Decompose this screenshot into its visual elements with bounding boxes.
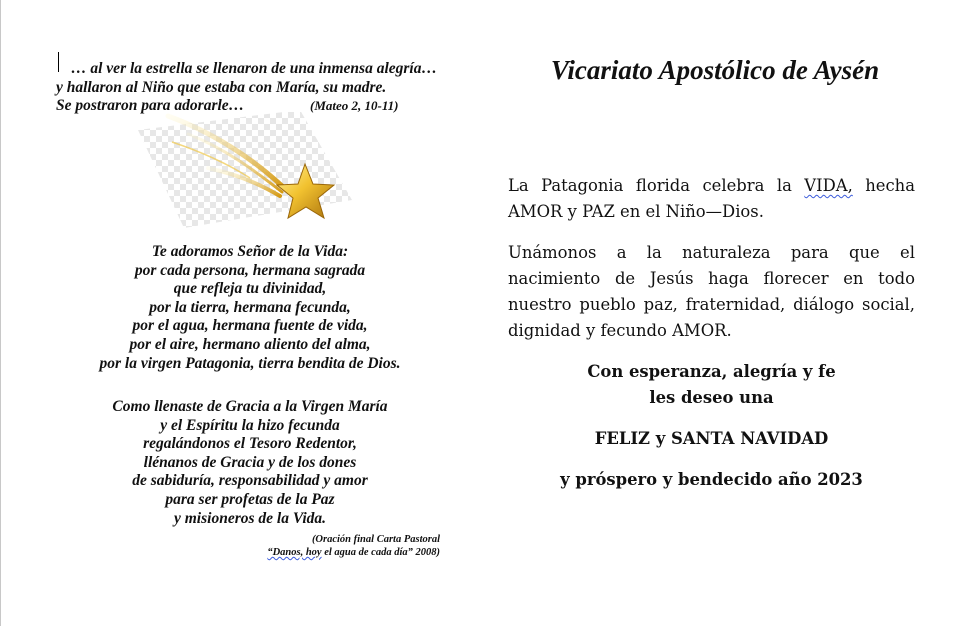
- greeting-paragraph-1: [508, 173, 915, 225]
- prayer-line: de sabiduría, responsabilidad y amor: [132, 472, 368, 490]
- paragraph-text: La Patagonia florida celebra la: [508, 176, 805, 195]
- prayer-source-line-2: [140, 546, 440, 559]
- christmas-greeting: FELIZ y SANTA NAVIDAD: [594, 429, 829, 448]
- paragraph-text: hecha AMOR y PAZ en el Niño—Dios.: [508, 176, 916, 221]
- prayer-line: por la tierra, hermana fecunda,: [149, 298, 351, 316]
- quote-citation: (Mateo 2, 10-11): [310, 98, 399, 113]
- prayer-line: que refleja tu divinidad,: [173, 280, 327, 298]
- prayer-line: por cada persona, hermana sagrada: [134, 261, 366, 279]
- closing-line-1: Con esperanza, alegría y fe: [587, 362, 836, 381]
- prayer-line: y el Espíritu la hizo fecunda: [160, 416, 340, 434]
- source-text: el agua de cada día” 2008): [321, 547, 440, 558]
- right-panel: [490, 0, 976, 626]
- quote-line-2: y hallaron al Niño que estaba con María, su madre.: [56, 78, 387, 96]
- spellcheck-squiggle[interactable]: VIDA,: [804, 176, 853, 195]
- quote-line-1: … al ver la estrella se llenaron de una inmensa alegría…: [71, 60, 437, 77]
- spellcheck-squiggle[interactable]: “Danos, hoy: [267, 547, 322, 558]
- closing-line-2: les deseo una: [649, 388, 774, 407]
- prayer-stanza-2: [40, 398, 460, 528]
- prayer-line: por la virgen Patagonia, tierra bendita de Dios.: [99, 354, 401, 372]
- prayer-line: y misioneros de la Vida.: [174, 509, 326, 527]
- prayer-source-line-1: (Oración final Carta Pastoral: [311, 534, 440, 545]
- page-title: Vicariato Apostólico de Aysén: [550, 55, 880, 85]
- prayer-line: para ser profetas de la Paz: [165, 490, 335, 508]
- prayer-stanza-1: [40, 243, 460, 373]
- prayer-line: Como llenaste de Gracia a la Virgen María: [112, 398, 388, 415]
- bible-quote: [56, 60, 476, 116]
- prayer-line: Te adoramos Señor de la Vida:: [151, 243, 349, 260]
- new-year-greeting: y próspero y bendecido año 2023: [560, 470, 863, 489]
- prayer-line: por el aire, hermano aliento del alma,: [129, 335, 371, 353]
- shooting-star-image: [132, 112, 354, 240]
- prayer-line: regalándonos el Tesoro Redentor,: [143, 435, 357, 453]
- shooting-star-icon: [132, 112, 354, 240]
- prayer-line: llénanos de Gracia y de los dones: [143, 453, 357, 471]
- prayer-line: por el agua, hermana fuente de vida,: [132, 317, 368, 335]
- quote-line-3: Se postraron para adorarle…: [56, 97, 245, 114]
- greeting-paragraph-2: Unámonos a la naturaleza para que el nacimiento de Jesús haga florecer en todo nuestro pueblo paz, fraternidad, diálogo social, dignidad y fecundo AMOR.: [508, 243, 915, 340]
